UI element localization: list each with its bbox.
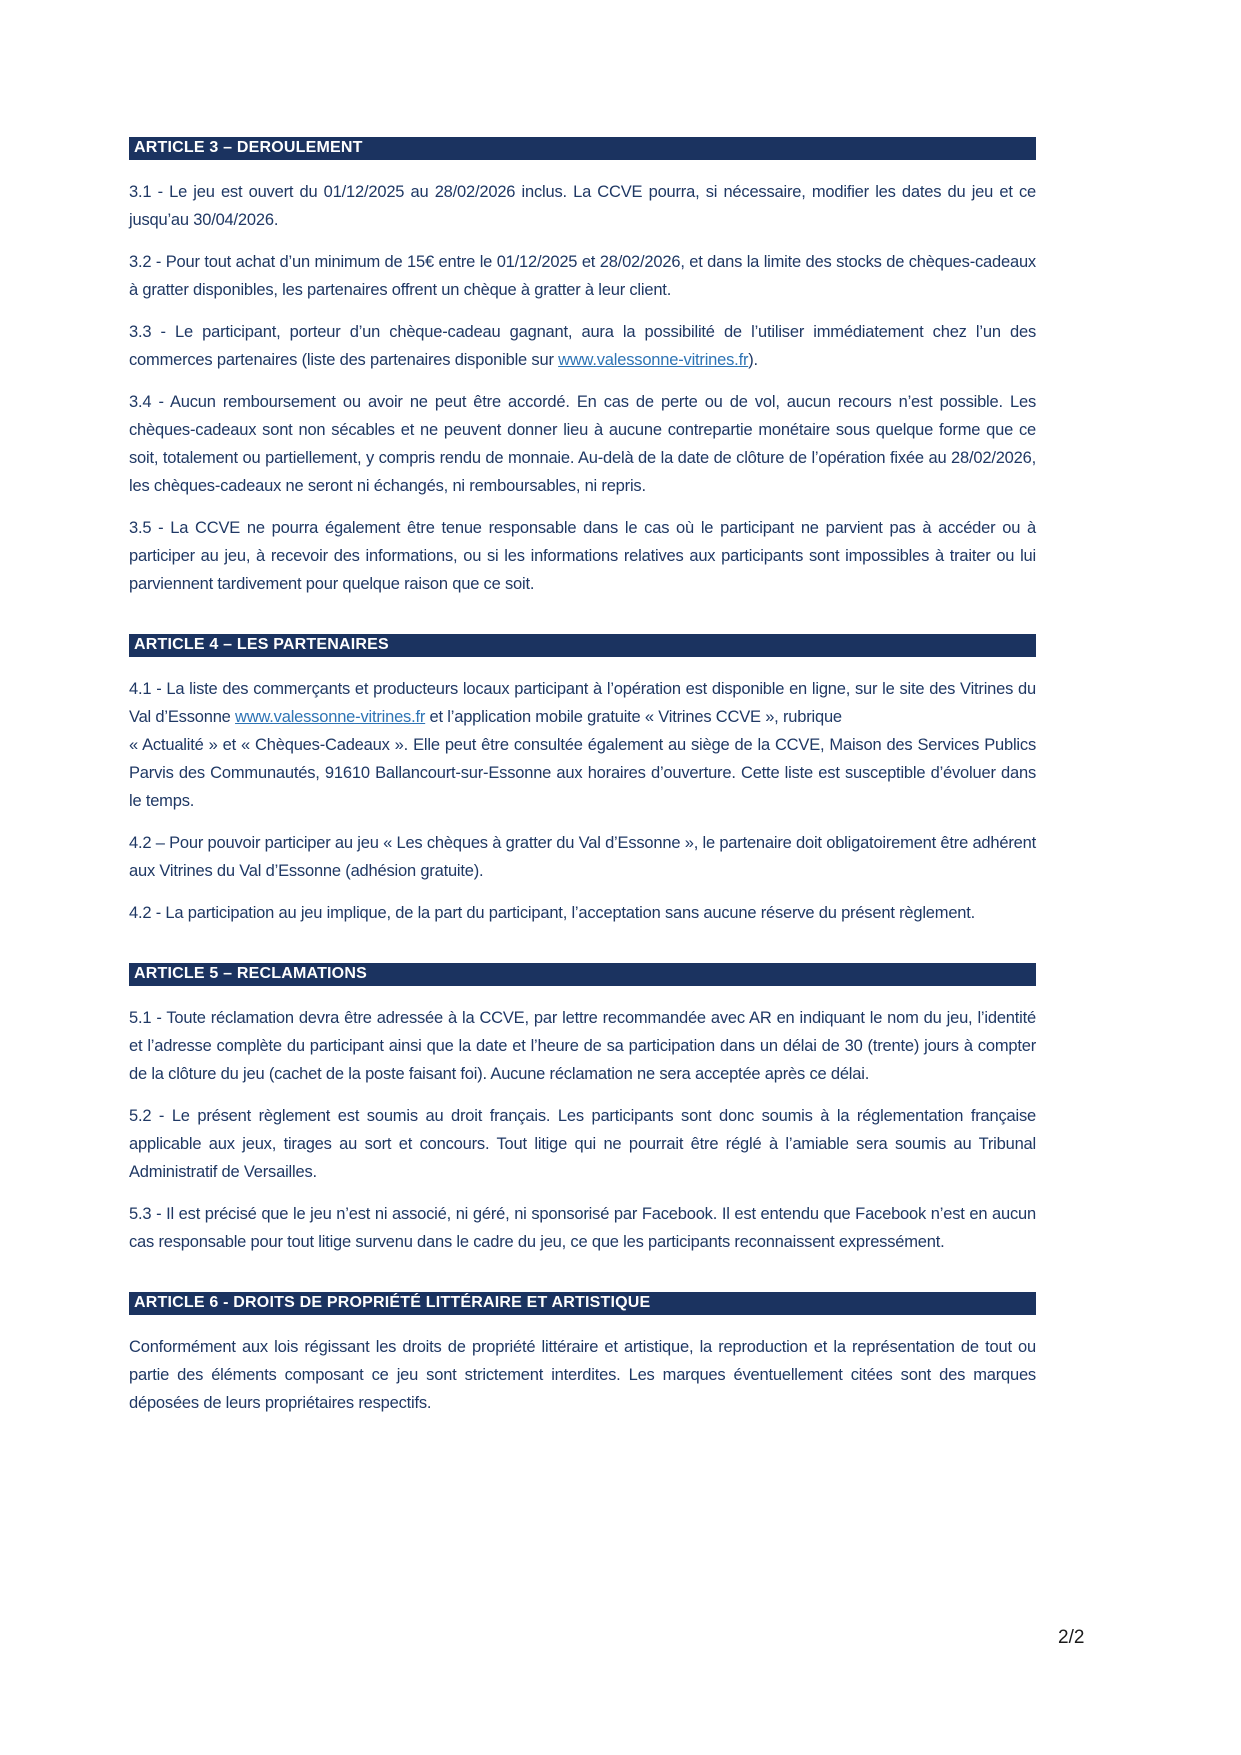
text-run: 3.5 - La CCVE ne pourra également être tenue responsable dans le cas où le participant ne parvient pas à accéder ou à participer au jeu, à recevoir des informations, ou si les informations relatives aux participants sont impossibles à traiter ou lui parviennent tardivement pour quelque raison que ce soit. [129,519,1036,593]
paragraph-3-1 [129,178,1036,234]
article-5-heading: ARTICLE 5 – RECLAMATIONS [129,963,1036,986]
text-run: 4.1 - La liste des commerçants et producteurs locaux participant à l’opération est disponible en ligne, sur le site des Vitrines du Val d’Essonne [129,680,1036,726]
text-run: Conformément aux lois régissant les droits de propriété littéraire et artistique, la reproduction et la représentation de tout ou partie des éléments composant ce jeu sont strictement interdites. Les marques éventuellement citées sont des marques déposées de leurs propriétaires respectifs. [129,1338,1036,1412]
valessonne-vitrines-link[interactable]: www.valessonne-vitrines.fr [558,351,749,369]
text-run: 5.2 - Le présent règlement est soumis au droit français. Les participants sont donc soumis à la réglementation française applicable aux jeux, tirages au sort et concours. Tout litige qui ne pourrait être réglé à l’amiable sera soumis au Tribunal Administratif de Versailles. [129,1107,1036,1181]
text-run: 4.2 – Pour pouvoir participer au jeu « Les chèques à gratter du Val d’Essonne », le partenaire doit obligatoirement être adhérent aux Vitrines du Val d’Essonne (adhésion gratuite). [129,834,1036,880]
text-run: 3.1 - Le jeu est ouvert du 01/12/2025 au 28/02/2026 inclus. La CCVE pourra, si nécessaire, modifier les dates du jeu et ce jusqu’au 30/04/2026. [129,183,1036,229]
valessonne-vitrines-link[interactable]: www.valessonne-vitrines.fr [235,708,426,726]
paragraph-3-3 [129,318,1036,374]
paragraph-4-1 [129,675,1036,815]
article-3-heading: ARTICLE 3 – DEROULEMENT [129,137,1036,160]
text-run: 3.3 - Le participant, porteur d’un chèque-cadeau gagnant, aura la possibilité de l’utiliser immédiatement chez l’un des commerces partenaires (liste des partenaires disponible sur [129,323,1036,369]
text-run: 4.2 - La participation au jeu implique, de la part du participant, l’acceptation sans aucune réserve du présent règlement. [129,904,976,922]
paragraph-5-1 [129,1004,1036,1088]
text-run: 5.3 - Il est précisé que le jeu n’est ni associé, ni géré, ni sponsorisé par Facebook. Il est entendu que Facebook n’est en aucun cas responsable pour tout litige survenu dans le cadre du jeu, ce que les participants reconnaissent expressément. [129,1205,1036,1251]
document-content [129,137,1036,1431]
page-number: 2/2 [1058,1627,1085,1648]
paragraph-5-3 [129,1200,1036,1256]
paragraph-3-2 [129,248,1036,304]
paragraph-4-2a [129,829,1036,885]
text-run: ). [748,351,758,369]
text-run: 5.1 - Toute réclamation devra être adressée à la CCVE, par lettre recommandée avec AR en indiquant le nom du jeu, l’identité et l’adresse complète du participant ainsi que la date et l’heure de sa participation dans un délai de 30 (trente) jours à compter de la clôture du jeu (cachet de la poste faisant foi). Aucune réclamation ne sera acceptée après ce délai. [129,1009,1036,1083]
article-4-heading: ARTICLE 4 – LES PARTENAIRES [129,634,1036,657]
paragraph-3-4 [129,388,1036,500]
paragraph-5-2 [129,1102,1036,1186]
text-run: 3.2 - Pour tout achat d’un minimum de 15€ entre le 01/12/2025 et 28/02/2026, et dans la limite des stocks de chèques-cadeaux à gratter disponibles, les partenaires offrent un chèque à gratter à leur client. [129,253,1036,299]
paragraph-3-5 [129,514,1036,598]
text-run: « Actualité » et « Chèques-Cadeaux ». Elle peut être consultée également au siège de la CCVE, Maison des Services Publics Parvis des Communautés, 91610 Ballancourt-sur-Essonne aux horaires d’ouverture. Cette liste est susceptible d’évoluer dans le temps. [129,736,1036,810]
paragraph-article-6-body [129,1333,1036,1417]
text-run: 3.4 - Aucun remboursement ou avoir ne peut être accordé. En cas de perte ou de vol, aucun recours n’est possible. Les chèques-cadeaux sont non sécables et ne peuvent donner lieu à aucune contrepartie monétaire sous quelque forme que ce soit, totalement ou partiellement, y compris rendu de monnaie. Au-delà de la date de clôture de l’opération fixée au 28/02/2026, les chèques-cadeaux ne seront ni échangés, ni remboursables, ni repris. [129,393,1036,495]
text-run: et l’application mobile gratuite « Vitrines CCVE », rubrique [425,708,842,726]
article-6-heading: ARTICLE 6 - DROITS DE PROPRIÉTÉ LITTÉRAIRE ET ARTISTIQUE [129,1292,1036,1315]
paragraph-4-2b [129,899,1036,927]
